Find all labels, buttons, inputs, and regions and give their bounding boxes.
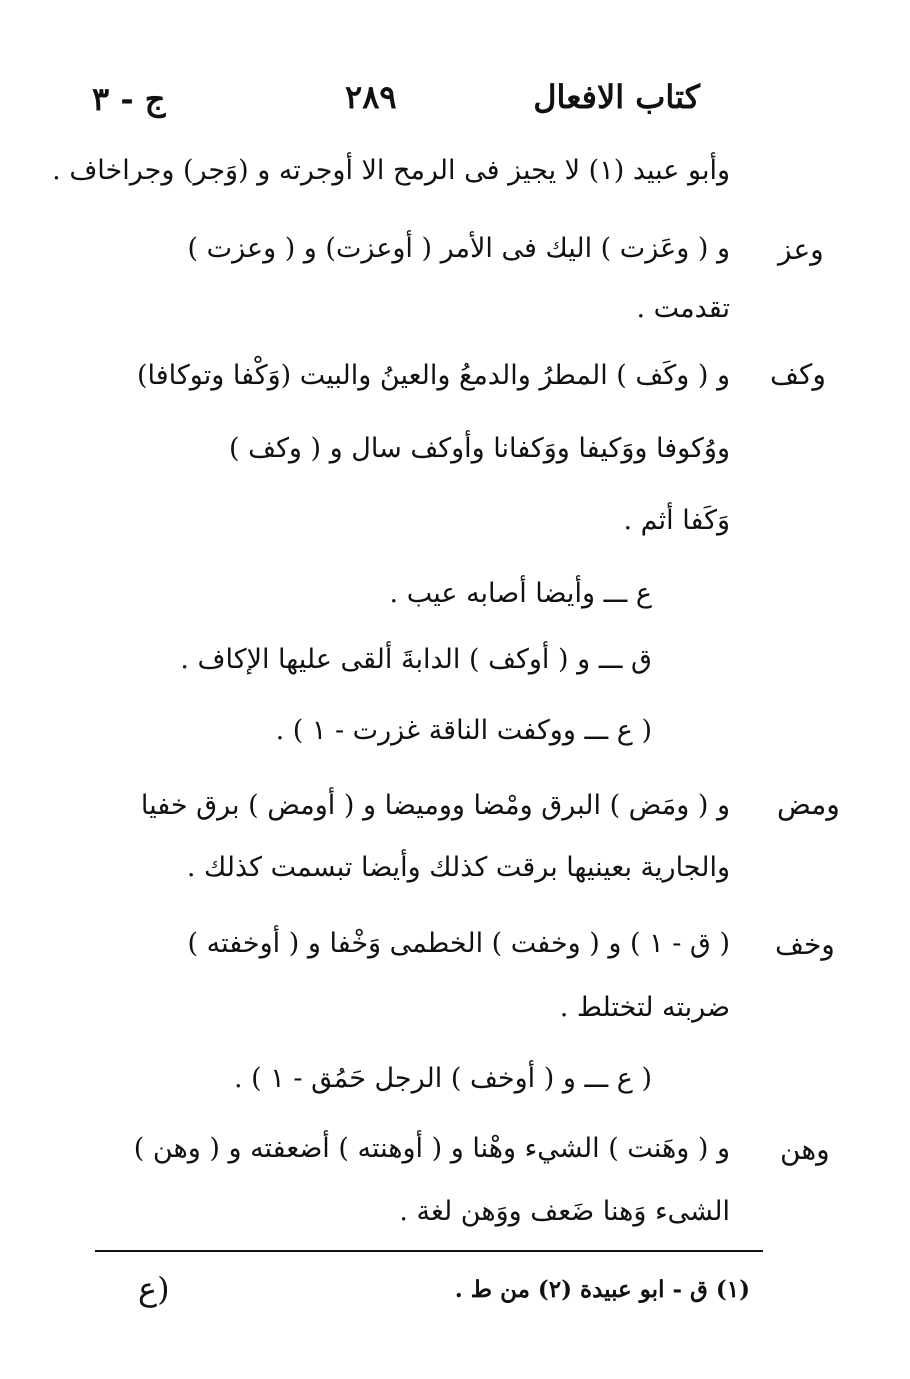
text-line: وأبو عبيد (١) لا يجيز فى الرمح الا أوجرته و (وَجر) وجراخاف .: [52, 155, 730, 186]
page-number: ٢٨٩: [345, 78, 397, 116]
text-line: و ( ومَض ) البرق ومْضا ووميضا و ( أومض ) برق خفيا: [140, 790, 730, 821]
volume-number: ج - ٣: [92, 80, 166, 118]
text-line: و ( وكَف ) المطرُ والدمعُ والعينُ والبيت (وَكْفا وتوكافا): [137, 360, 730, 391]
entry-head-word: وخف: [775, 928, 835, 961]
entry-head-word: وعز: [778, 233, 824, 266]
text-line: وَكَفا أثم .: [623, 505, 730, 536]
entry-head-word: وهن: [780, 1133, 830, 1166]
text-line: و ( وهَنت ) الشيء وهْنا و ( أوهنته ) أضعفته و ( وهن ): [133, 1133, 730, 1164]
book-title: كتاب الافعال: [533, 78, 700, 116]
text-line: ووُكوفا ووَكيفا ووَكفانا وأوكف سال و ( وكف ): [229, 433, 730, 464]
text-line: ضربته لتختلط .: [559, 992, 730, 1023]
text-line: ( ق - ١ ) و ( وخفت ) الخطمى وَخْفا و ( أوخفته ): [187, 928, 730, 959]
footnote: (١) ق - ابو عبيدة (٢) من ط .: [454, 1276, 750, 1303]
text-line: و ( وعَزت ) اليك فى الأمر ( أوعزت) و ( وعزت ): [187, 233, 730, 264]
text-line: تقدمت .: [636, 293, 730, 324]
text-line: ( ع ـــ و ( أوخف ) الرجل حَمُق - ١ ) .: [234, 1063, 652, 1094]
text-line: الشىء وَهنا ضَعف ووَهن لغة .: [399, 1196, 730, 1227]
footnote-divider: [95, 1250, 763, 1252]
text-line: ( ع ـــ ووكفت الناقة غزرت - ١ ) .: [275, 715, 652, 746]
text-line: ع ـــ وأيضا أصابه عيب .: [389, 578, 652, 609]
text-line: ق ـــ و ( أوكف ) الدابةَ ألقى عليها الإكاف .: [180, 644, 652, 675]
entry-head-word: وكف: [770, 358, 826, 391]
entry-head-word: ومض: [777, 788, 840, 821]
catchword: (ع: [138, 1270, 170, 1308]
text-line: والجارية بعينيها برقت كذلك وأيضا تبسمت كذلك .: [186, 852, 730, 883]
